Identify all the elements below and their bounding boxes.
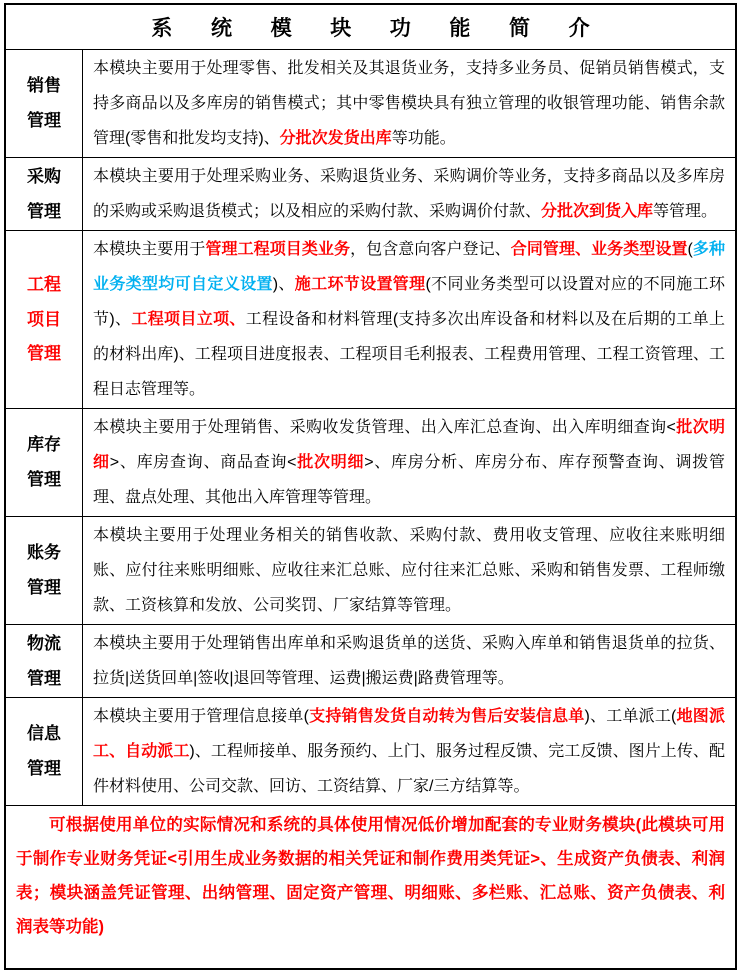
highlighted-text-red: 地图派工、自动派工 <box>93 708 725 760</box>
module-name-line: 管理 <box>27 344 61 364</box>
body-text: ，包含意向客户登记、 <box>350 241 511 258</box>
module-name-line: 管理 <box>27 470 61 489</box>
body-text: 本模块主要用于 <box>93 241 206 258</box>
highlighted-text-red: 管理工程项目类业务 <box>205 241 351 258</box>
module-row <box>6 50 735 158</box>
module-name-line: 工程 <box>27 275 61 295</box>
body-text: 等功能。 <box>391 130 456 147</box>
module-name-line: 物流 <box>27 633 61 653</box>
body-text: 本模块主要用于管理信息接单( <box>93 708 309 725</box>
module-name <box>6 50 83 157</box>
module-name-line: 管理 <box>27 201 61 221</box>
module-intro-table <box>4 3 737 970</box>
highlighted-text-red: 合同管理、业务类型设置 <box>510 241 688 258</box>
module-name <box>6 625 83 697</box>
body-text: )、工程师接单、服务预约、上门、服务过程反馈、完工反馈、图片上传、配件材料使用、公司交款、回访、工资结算、厂家/三方结算等。 <box>93 743 725 795</box>
module-name <box>6 158 83 230</box>
highlighted-text-red: 批次明细 <box>296 454 365 471</box>
finance-module-footnote: 可根据使用单位的实际情况和系统的具体使用情况低价增加配套的专业财务模块(此模块可用于制作专业财务凭证<引用生成业务数据的相关凭证和制作费用类凭证>、生成资产负债表、利润表；模块涵盖凭证管理、出纳管理、固定资产管理、明细账、多栏账、汇总账、资产负债表、利润表等功能) <box>16 816 725 936</box>
module-description <box>83 698 735 805</box>
body-text: 本模块主要用于处理采购业务、采购退货业务、采购调价等业务，支持多商品以及多库房的采购或采购退货模式；以及相应的采购付款、采购调价付款、 <box>93 168 725 220</box>
highlighted-text-blue: 多种业务类型均可自定义设置 <box>93 241 725 293</box>
module-name-line: 管理 <box>27 668 61 688</box>
body-text: >、库房查询、商品查询< <box>109 454 297 471</box>
module-row <box>6 409 735 517</box>
body-text: )、工单派工( <box>584 708 677 725</box>
module-description <box>83 409 735 516</box>
highlighted-text-red: 施工环节设置管理 <box>294 276 426 293</box>
module-name <box>6 517 83 624</box>
module-name-line: 账务 <box>27 543 61 563</box>
highlighted-text-red: 分批次发货出库 <box>279 130 392 147</box>
module-name-line: 管理 <box>27 578 61 597</box>
body-text: 等管理。 <box>653 203 718 220</box>
body-text: ( <box>687 241 693 258</box>
highlighted-text-red: 工程项目立项、 <box>131 311 246 328</box>
module-row <box>6 517 735 625</box>
module-name <box>6 698 83 805</box>
body-text: 本模块主要用于处理业务相关的销售收款、采购付款、费用收支管理、应收往来账明细账、应付往来账明细账、应收往来汇总账、应付往来汇总账、采购和销售发票、工程师缴款、工资核算和发放、公司奖罚、厂家结算等管理。 <box>93 527 725 614</box>
module-row <box>6 231 735 409</box>
highlighted-text-red: 批次明细 <box>93 419 725 471</box>
highlighted-text-red: 分批次到货入库 <box>541 203 654 220</box>
module-name-line: 库存 <box>27 435 61 455</box>
module-row <box>6 698 735 806</box>
module-name-line: 管理 <box>27 111 61 130</box>
module-rows <box>6 50 735 806</box>
body-text: )、 <box>272 276 295 293</box>
module-description <box>83 625 735 697</box>
module-description <box>83 517 735 624</box>
module-description <box>83 50 735 157</box>
body-text: 本模块主要用于处理零售、批发相关及其退货业务，支持多业务员、促销员销售模式，支持多商品以及多库房的销售模式；其中零售模块具有独立管理的收银管理功能、销售余款管理(零售和批发均支持)、 <box>93 60 725 147</box>
body-text: 本模块主要用于处理销售出库单和采购退货单的送货、采购入库单和销售退货单的拉货、拉货|送货回单|签收|退回等管理、运费|搬运费|路费管理等。 <box>93 635 725 687</box>
module-name-line: 信息 <box>27 724 61 744</box>
module-row <box>6 158 735 231</box>
body-text: 本模块主要用于处理销售、采购收发货管理、出入库汇总查询、出入库明细查询< <box>93 419 676 436</box>
highlighted-text-red: 支持销售发货自动转为售后安装信息单 <box>308 708 585 725</box>
module-description <box>83 158 735 230</box>
body-text: (不同业务类型可以设置对应的不同施工环节)、 <box>93 276 725 328</box>
document-title: 系 统 模 块 功 能 简 介 <box>6 5 735 50</box>
module-name-line: 采购 <box>27 166 61 186</box>
module-name-line: 销售 <box>27 76 61 96</box>
module-description <box>83 231 735 408</box>
module-name <box>6 231 83 408</box>
module-row <box>6 625 735 698</box>
module-name <box>6 409 83 516</box>
body-text: 工程设备和材料管理(支持多次出库设备和材料以及在后期的工单上的材料出库)、工程项目进度报表、工程项目毛利报表、工程费用管理、工程工资管理、工程日志管理等。 <box>93 311 725 398</box>
body-text: >、库房分析、库房分布、库存预警查询、调拨管理、盘点处理、其他出入库管理等管理。 <box>93 454 725 506</box>
module-name-line: 项目 <box>27 309 61 329</box>
module-name-line: 管理 <box>27 759 61 778</box>
